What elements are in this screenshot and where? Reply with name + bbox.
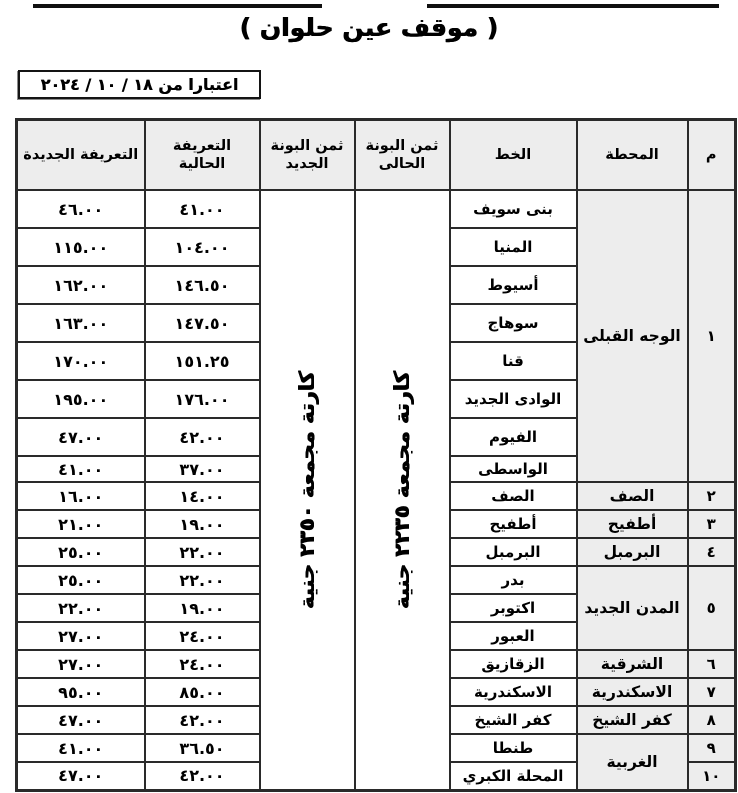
header-tariff-current: التعريفة الحالية (145, 120, 260, 191)
tariff-current-cell: ٢٢.٠٠ (145, 538, 260, 566)
serial-cell: ٦ (688, 650, 736, 678)
tariff-current-cell: ١٥١.٢٥ (145, 342, 260, 380)
coupon-new-cell (260, 190, 355, 790)
tariff-current-cell: ١٤٧.٥٠ (145, 304, 260, 342)
line-cell: البرمبل (450, 538, 577, 566)
tariff-new-cell: ٤٦.٠٠ (17, 190, 145, 228)
tariff-new-cell: ٤٧.٠٠ (17, 762, 145, 790)
header-line: الخط (450, 120, 577, 191)
serial-cell: ٥ (688, 566, 736, 650)
station-cell: الغربية (577, 734, 688, 790)
tariff-current-cell: ١٩.٠٠ (145, 594, 260, 622)
line-cell: المحلة الكبري (450, 762, 577, 790)
tariff-new-cell: ٤١.٠٠ (17, 456, 145, 482)
tariff-current-cell: ٤٢.٠٠ (145, 706, 260, 734)
tariff-current-cell: ٣٧.٠٠ (145, 456, 260, 482)
tariff-current-cell: ١٤.٠٠ (145, 482, 260, 510)
tariff-new-cell: ٢٧.٠٠ (17, 650, 145, 678)
line-cell: اكتوبر (450, 594, 577, 622)
tariff-new-cell: ١٦.٠٠ (17, 482, 145, 510)
serial-cell: ١ (688, 190, 736, 482)
coupon-current-cell (355, 190, 450, 790)
line-cell: بنى سويف (450, 190, 577, 228)
tariff-new-cell: ١٦٢.٠٠ (17, 266, 145, 304)
coupon-current-value: كارتة مجمعة ٢٢٣٥ جنية (390, 370, 414, 609)
serial-cell: ٤ (688, 538, 736, 566)
tariff-current-cell: ١٩.٠٠ (145, 510, 260, 538)
station-cell: المدن الجديد (577, 566, 688, 650)
tariff-new-cell: ٤٧.٠٠ (17, 418, 145, 456)
station-cell: البرمبل (577, 538, 688, 566)
effective-date-box (18, 70, 261, 99)
serial-cell: ٩ (688, 734, 736, 762)
station-cell: الوجه القبلى (577, 190, 688, 482)
serial-cell: ٣ (688, 510, 736, 538)
header-row (17, 120, 736, 191)
line-cell: الصف (450, 482, 577, 510)
tariff-new-cell: ٤١.٠٠ (17, 734, 145, 762)
station-cell: الشرقية (577, 650, 688, 678)
tariff-new-cell: ٢٥.٠٠ (17, 538, 145, 566)
line-cell: الواسطى (450, 456, 577, 482)
tariff-current-cell: ٢٤.٠٠ (145, 622, 260, 650)
tariff-new-cell: ١٩٥.٠٠ (17, 380, 145, 418)
header-serial: م (688, 120, 736, 191)
tariff-current-cell: ٢٢.٠٠ (145, 566, 260, 594)
fare-table (15, 118, 737, 792)
tariff-current-cell: ٤٢.٠٠ (145, 762, 260, 790)
table-row (17, 190, 736, 228)
line-cell: الزقازيق (450, 650, 577, 678)
line-cell: المنيا (450, 228, 577, 266)
line-cell: الاسكندرية (450, 678, 577, 706)
tariff-current-cell: ١٠٤.٠٠ (145, 228, 260, 266)
serial-cell: ٨ (688, 706, 736, 734)
tariff-current-cell: ٨٥.٠٠ (145, 678, 260, 706)
station-cell: أطفيح (577, 510, 688, 538)
line-cell: سوهاج (450, 304, 577, 342)
header-station: المحطة (577, 120, 688, 191)
header-tariff-new: التعريفة الجديدة (17, 120, 145, 191)
tariff-new-cell: ١٧٠.٠٠ (17, 342, 145, 380)
line-cell: كفر الشيخ (450, 706, 577, 734)
header-coupon-current: ثمن البونة الحالى (355, 120, 450, 191)
tariff-new-cell: ١٦٣.٠٠ (17, 304, 145, 342)
tariff-current-cell: ٤٢.٠٠ (145, 418, 260, 456)
coupon-new-value: كارتة مجمعة ٢٣٥٠ جنية (295, 370, 319, 609)
line-cell: أطفيح (450, 510, 577, 538)
tariff-new-cell: ٢٢.٠٠ (17, 594, 145, 622)
page-title: ( موقف عين حلوان ) (239, 13, 499, 42)
effective-date-text: اعتبارا من ١٨ / ١٠ / ٢٠٢٤ (40, 75, 239, 94)
line-cell: الفيوم (450, 418, 577, 456)
header-coupon-new: ثمن البونة الجديد (260, 120, 355, 191)
serial-cell: ٢ (688, 482, 736, 510)
tariff-current-cell: ٤١.٠٠ (145, 190, 260, 228)
tariff-new-cell: ٢١.٠٠ (17, 510, 145, 538)
serial-cell: ١٠ (688, 762, 736, 790)
tariff-new-cell: ١١٥.٠٠ (17, 228, 145, 266)
station-cell: الاسكندرية (577, 678, 688, 706)
line-cell: طنطا (450, 734, 577, 762)
tariff-current-cell: ٣٦.٥٠ (145, 734, 260, 762)
station-cell: كفر الشيخ (577, 706, 688, 734)
top-rule-left (33, 4, 322, 8)
tariff-new-cell: ٩٥.٠٠ (17, 678, 145, 706)
top-rule-right (427, 4, 719, 8)
line-cell: قنا (450, 342, 577, 380)
tariff-new-cell: ٢٧.٠٠ (17, 622, 145, 650)
tariff-current-cell: ١٤٦.٥٠ (145, 266, 260, 304)
tariff-current-cell: ١٧٦.٠٠ (145, 380, 260, 418)
serial-cell: ٧ (688, 678, 736, 706)
tariff-current-cell: ٢٤.٠٠ (145, 650, 260, 678)
line-cell: الوادى الجديد (450, 380, 577, 418)
line-cell: أسيوط (450, 266, 577, 304)
tariff-new-cell: ٢٥.٠٠ (17, 566, 145, 594)
tariff-new-cell: ٤٧.٠٠ (17, 706, 145, 734)
line-cell: العبور (450, 622, 577, 650)
station-cell: الصف (577, 482, 688, 510)
line-cell: بدر (450, 566, 577, 594)
